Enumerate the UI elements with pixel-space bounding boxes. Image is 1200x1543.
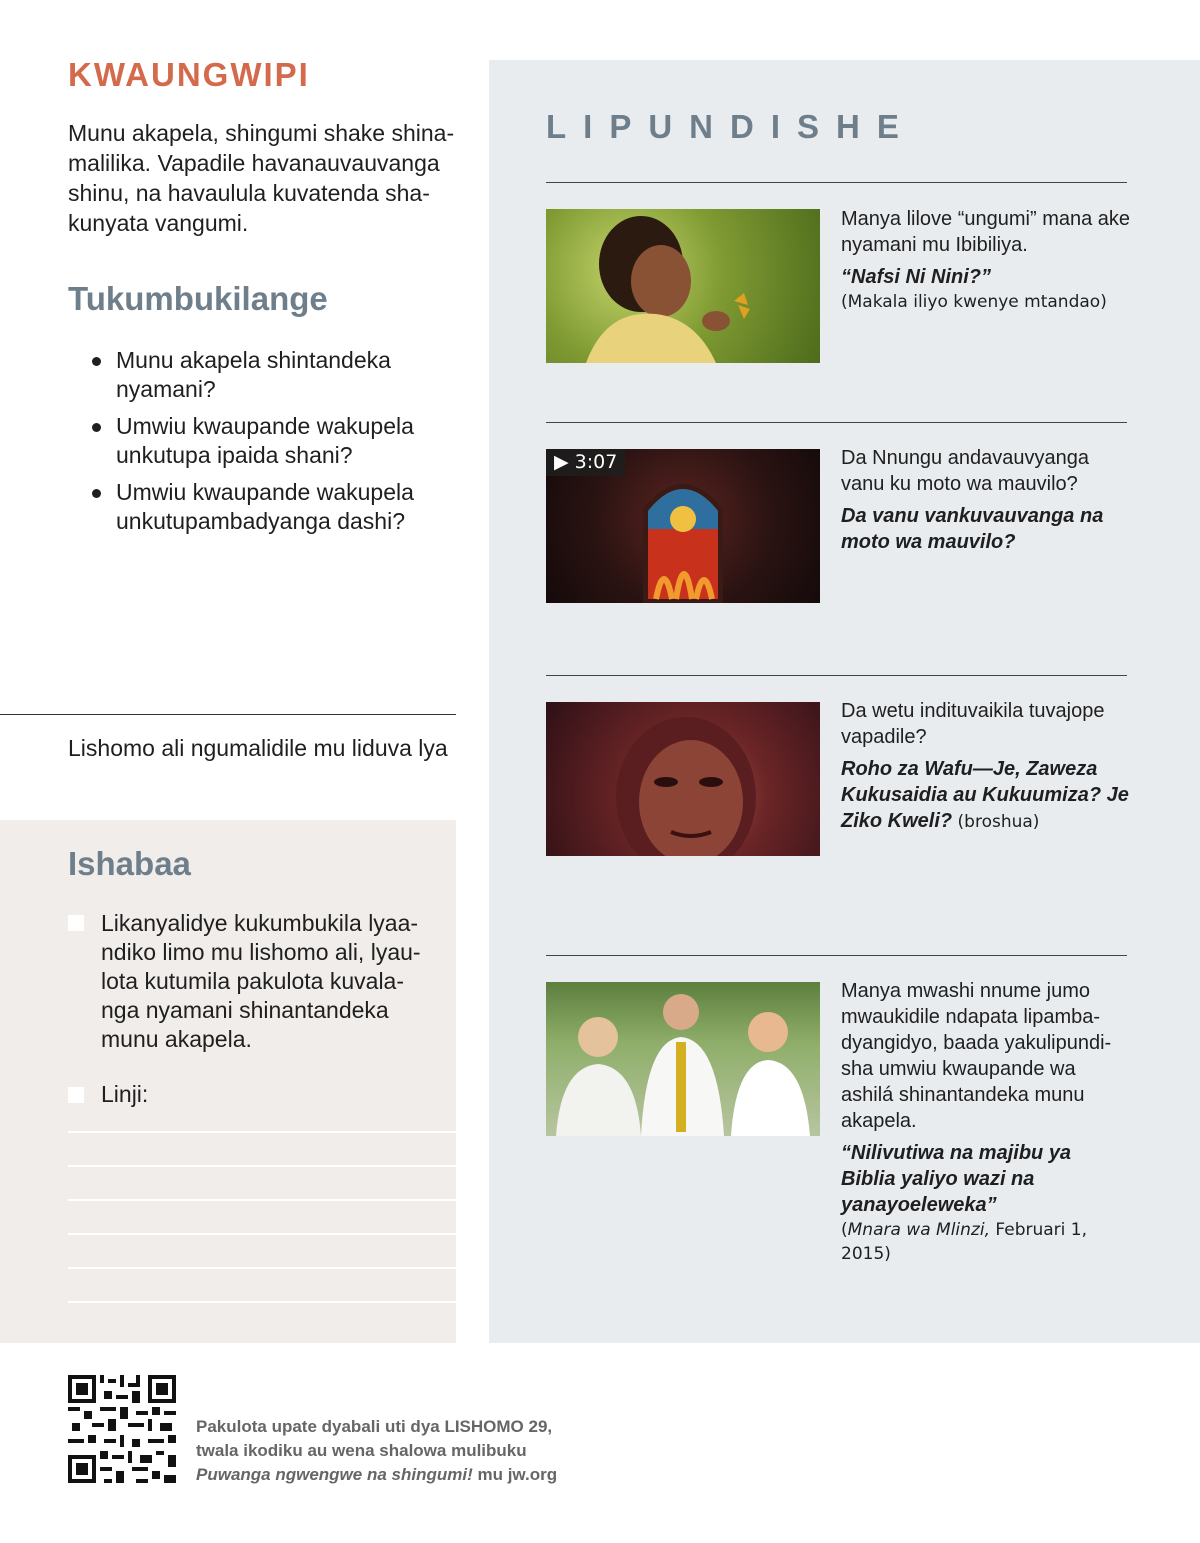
resource-description: Manya mwashi nnume jumo mwaukidile ndapata lipambadyangidyo, baada yakulipundisha umwiu kwaupande wa ashilá shinantandeka munu akapela. [841,980,1112,1132]
resource-source: (Makala iliyo kwenye mtandao) [841,292,1107,312]
checkbox-icon[interactable] [68,915,84,931]
resource-description: Da Nnungu andavauvyanga vanu ku moto wa mauvilo? [841,447,1089,495]
source-paren: ( [841,1220,848,1240]
bullet-icon [92,423,101,432]
resource-description: Da wetu indituvaikila tuvajope vapadile? [841,700,1105,748]
explore-heading: LIPUNDISHE [546,108,916,145]
footer-text [196,1415,616,1487]
checkbox-icon[interactable] [68,1087,84,1103]
review-question [88,346,448,404]
goal-text: Likanyalidye kukumbukila lyaandiko limo mu lishomo ali, lyaulota kutumila pakulota kuvalanga nyamani shinantandeka munu akapela. [101,910,421,1052]
bullet-icon [92,357,101,366]
writing-line[interactable] [68,1199,456,1201]
footer-line: Pakulota upate dyabali uti dya LISHOMO 29, [196,1417,553,1436]
qr-code-graphic [68,1375,176,1483]
resource-item-4 [841,978,1131,1266]
thumbnail-face-in-red-light[interactable] [546,702,820,856]
writing-line[interactable] [68,1301,456,1303]
video-thumbnail-stained-glass[interactable] [546,449,820,603]
review-question-text: Umwiu kwaupande wakupela unkutupa ipaida shani? [116,413,414,468]
writing-line[interactable] [68,1233,456,1235]
divider [546,182,1127,183]
review-question-text: Umwiu kwaupande wakupela unkutupambadyanga dashi? [116,479,414,534]
review-question [88,478,448,536]
thumbnail-three-people-outdoors[interactable] [546,982,820,1136]
girl-butterfly-illustration [546,209,820,363]
goal-box [0,820,456,1343]
resource-title-link[interactable]: Roho za Wafu—Je, Zaweza Kukusaidia au Kukuumiza? Je Ziko Kweli? [841,758,1129,832]
resource-item-1 [841,206,1131,314]
review-question-text: Munu akapela shintandeka nyamani? [116,347,391,402]
writing-line[interactable] [68,1165,456,1167]
source-magazine: Mnara wa Mlinzi, [847,1220,990,1240]
video-duration-badge [546,449,625,476]
writing-line[interactable] [68,1267,456,1269]
divider [546,422,1127,423]
review-heading: Tukumbukilange [68,280,328,317]
resource-description: Manya lilove “ungumi” mana ake nyamani mu Ibibiliya. [841,208,1131,256]
resource-title-link[interactable]: Da vanu vankuvauvanga na moto wa mauvilo? [841,505,1104,553]
goal-heading: Ishabaa [68,845,191,882]
bullet-icon [92,489,101,498]
other-label: Linji: [101,1081,149,1107]
people-illustration [546,982,820,1136]
lesson-completed-note: Lishomo ali ngumalidile mu liduva lya [68,735,448,761]
resource-title-link[interactable]: “Nilivutiwa na majibu ya Biblia yaliyo wazi na yanayoeleweka” [841,1142,1072,1216]
resource-item-3 [841,698,1131,835]
video-duration: 3:07 [574,451,618,473]
divider [546,675,1127,676]
thumbnail-girl-with-butterfly[interactable] [546,209,820,363]
review-question-list [88,346,448,544]
footer-line: twala ikodiku au wena shalowa mulibuku [196,1441,527,1460]
resource-type: (broshua) [952,812,1040,832]
intro-paragraph: Munu akapela, shingumi shake shinamalilika. Vapadile havanauvauvanga shinu, na havaulula kuvatenda shakunyata vangumi. [68,120,455,236]
writing-line[interactable] [68,1131,456,1133]
divider [0,714,456,715]
review-question [88,412,448,470]
footer-line [196,1463,616,1487]
face-illustration [546,702,820,856]
book-title: Puwanga ngwengwe na shingumi! [196,1465,473,1484]
resource-source [841,1218,1131,1266]
resource-item-2 [841,445,1131,555]
divider [546,955,1127,956]
section-title-kwaungwipi: KWAUNGWIPI [68,56,310,93]
resource-title [841,756,1131,835]
play-icon: ▶ [554,451,569,473]
footer-link[interactable]: mu jw.org [472,1465,558,1484]
qr-code-icon[interactable] [68,1375,176,1483]
source-date: Februari 1, 2015) [841,1220,1088,1264]
resource-title-link[interactable]: “Nafsi Ni Nini?” [841,266,992,288]
